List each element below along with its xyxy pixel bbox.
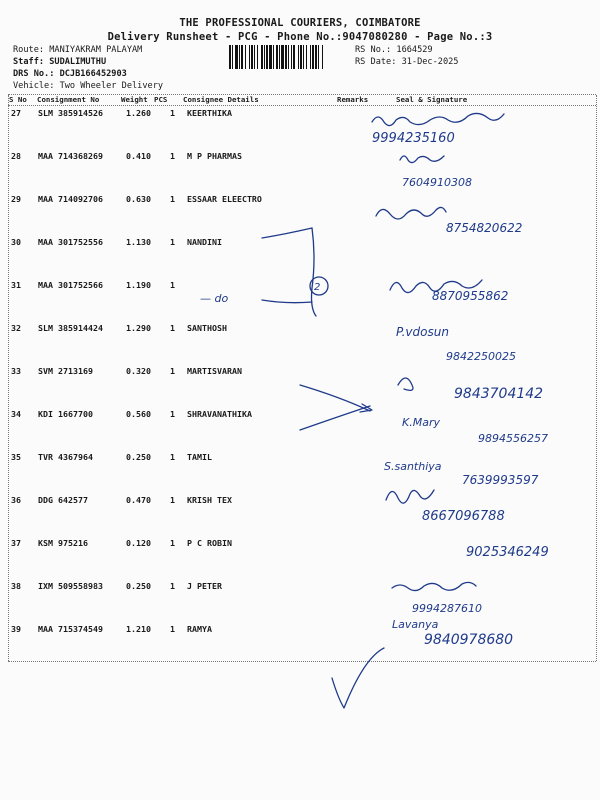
row-consignment: SVM 2713169 (38, 366, 93, 376)
handwritten-phone: 9843704142 (454, 386, 544, 402)
runsheet-subtitle: Delivery Runsheet - PCG - Phone No.:9047080280 - Page No.:3 (107, 31, 493, 43)
handwritten-phone: 9994235160 (372, 131, 455, 146)
row-weight: 0.410 (126, 151, 151, 161)
row-pcs: 1 (170, 495, 175, 505)
rs-number: RS No.: 1664529 (355, 45, 433, 55)
row-pcs: 1 (170, 624, 175, 634)
table-row (0, 495, 600, 537)
row-consignment: DDG 642577 (38, 495, 88, 505)
col-header-consignee: Consignee Details (183, 95, 259, 104)
handwritten-phone: 7639993597 (462, 473, 539, 487)
row-pcs: 1 (170, 151, 175, 161)
drs-number: DRS No.: DCJB166452903 (13, 69, 127, 79)
row-consignment: KSM 975216 (38, 538, 88, 548)
table-row (0, 151, 600, 193)
row-sno: 36 (11, 495, 21, 505)
row-pcs: 1 (170, 237, 175, 247)
row-consignee: SANTHOSH (187, 323, 227, 333)
table-row (0, 409, 600, 451)
row-sno: 29 (11, 194, 21, 204)
row-sno: 37 (11, 538, 21, 548)
row-consignee: RAMYA (187, 624, 212, 634)
handwritten-phone: 9994287610 (412, 602, 482, 615)
barcode (229, 45, 353, 69)
row-weight: 0.320 (126, 366, 151, 376)
company-title: THE PROFESSIONAL COURIERS, COIMBATORE (179, 17, 421, 29)
row-weight: 1.290 (126, 323, 151, 333)
handwritten-phone: 8870955862 (432, 289, 509, 303)
row-consignment: IXM 509558983 (38, 581, 103, 591)
handwritten-phone: 9840978680 (424, 632, 514, 648)
table-row (0, 366, 600, 408)
row-consignment: SLM 385914424 (38, 323, 103, 333)
handwritten-phone: 8667096788 (422, 509, 505, 524)
col-header-remarks: Remarks (337, 95, 369, 104)
table-row (0, 280, 600, 322)
row-sno: 32 (11, 323, 21, 333)
table-row (0, 538, 600, 580)
row-consignee: TAMIL (187, 452, 212, 462)
col-header-sno: S No (9, 95, 27, 104)
row-pcs: 1 (170, 581, 175, 591)
handwritten-name: S.santhiya (384, 460, 442, 473)
row-sno: 39 (11, 624, 21, 634)
row-weight: 0.560 (126, 409, 151, 419)
row-pcs: 1 (170, 452, 175, 462)
col-header-weight: Weight (121, 95, 148, 104)
col-header-pcs: PCS (154, 95, 168, 104)
table-row (0, 624, 600, 666)
handwritten-phone: 9025346249 (466, 545, 549, 560)
row-pcs: 1 (170, 194, 175, 204)
row-consignment: MAA 714092706 (38, 194, 103, 204)
row-sno: 38 (11, 581, 21, 591)
vehicle-label: Vehicle: Two Wheeler Delivery (13, 81, 164, 91)
table-bottom-rule (8, 661, 596, 662)
rs-date: RS Date: 31-Dec-2025 (355, 57, 459, 67)
row-sno: 31 (11, 280, 21, 290)
row-consignment: MAA 715374549 (38, 624, 103, 634)
row-consignee: SHRAVANATHIKA (187, 409, 252, 419)
row-consignment: SLM 385914526 (38, 108, 103, 118)
row-consignee: MARTISVARAN (187, 366, 242, 376)
row-sno: 33 (11, 366, 21, 376)
table-row (0, 108, 600, 150)
table-row (0, 452, 600, 494)
row-sno: 28 (11, 151, 21, 161)
header-bottom-rule (8, 105, 596, 106)
table-row (0, 323, 600, 365)
row-pcs: 1 (170, 108, 175, 118)
row-sno: 30 (11, 237, 21, 247)
row-consignee: M P PHARMAS (187, 151, 242, 161)
row-sno: 34 (11, 409, 21, 419)
row-consignment: KDI 1667700 (38, 409, 93, 419)
handwritten-phone: 8754820622 (446, 221, 523, 235)
handwritten-name: P.vdosun (396, 325, 449, 339)
row-pcs: 1 (170, 366, 175, 376)
handwritten-phone: 9894556257 (478, 432, 548, 445)
handwritten-name: K.Mary (402, 416, 440, 429)
row-consignment: MAA 301752556 (38, 237, 103, 247)
row-consignee: KEERTHIKA (187, 108, 232, 118)
header-top-rule (8, 94, 596, 95)
handwritten-mark: 2 (314, 282, 321, 293)
row-weight: 1.260 (126, 108, 151, 118)
table-row (0, 581, 600, 623)
row-consignment: MAA 301752566 (38, 280, 103, 290)
handwritten-name: Lavanya (392, 618, 439, 631)
row-weight: 0.250 (126, 452, 151, 462)
row-consignee: ESSAAR ELEECTRO (187, 194, 262, 204)
row-weight: 0.120 (126, 538, 151, 548)
row-consignee: KRISH TEX (187, 495, 232, 505)
row-pcs: 1 (170, 280, 175, 290)
col-header-seal-signature: Seal & Signature (396, 95, 468, 104)
row-weight: 1.210 (126, 624, 151, 634)
row-weight: 0.630 (126, 194, 151, 204)
handwritten-phone: 7604910308 (402, 176, 472, 189)
row-pcs: 1 (170, 323, 175, 333)
staff-label: Staff: SUDALIMUTHU (13, 57, 107, 67)
col-header-consignment: Consignment No (37, 95, 100, 104)
row-pcs: 1 (170, 538, 175, 548)
row-sno: 35 (11, 452, 21, 462)
row-consignment: TVR 4367964 (38, 452, 93, 462)
row-weight: 0.470 (126, 495, 151, 505)
row-sno: 27 (11, 108, 21, 118)
handwritten-ditto: — do (200, 292, 229, 305)
handwritten-phone: 9842250025 (446, 350, 516, 363)
row-consignee: NANDINI (187, 237, 222, 247)
row-weight: 0.250 (126, 581, 151, 591)
row-pcs: 1 (170, 409, 175, 419)
row-weight: 1.190 (126, 280, 151, 290)
row-consignment: MAA 714368269 (38, 151, 103, 161)
row-consignee: J PETER (187, 581, 222, 591)
row-weight: 1.130 (126, 237, 151, 247)
table-row (0, 237, 600, 279)
row-consignee: P C ROBIN (187, 538, 232, 548)
route-label: Route: MANIYAKRAM PALAYAM (13, 45, 143, 55)
table-row (0, 194, 600, 236)
